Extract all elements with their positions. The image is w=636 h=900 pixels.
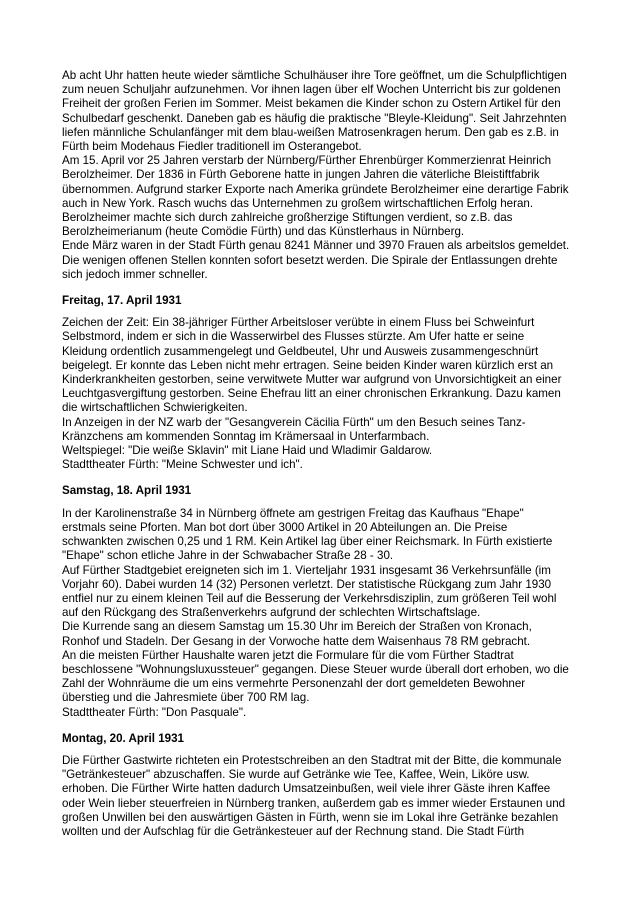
text-line: "Getränkesteuer" abzuschaffen. Sie wurde auf Getränke wie Tee, Kaffee, Wein, Liköre usw.: [62, 768, 530, 782]
text-line: Vorjahr 60). Dabei wurden 14 (32) Personen verletzt. Der statistische Rückgang zum Jahr 1930: [62, 577, 552, 591]
text-line: Zeichen der Zeit: Ein 38-jähriger Fürther Arbeitsloser verübte in einem Fluss bei Schweinfurt: [62, 316, 535, 330]
text-line: Schulbedarf geschenkt. Daneben gab es häufig die praktische "Bleyle-Kleidung". Seit Jahrzehnten: [62, 111, 567, 125]
text-line: Kränzchens am kommenden Sonntag im Krämersaal in Unterfarmbach.: [62, 429, 430, 443]
text-line: Berolzheimerianum (heute Comödie Fürth) und das Künstlerhaus in Nürnberg.: [62, 225, 465, 239]
text-line: beigelegt. Er konnte das Leben nicht mehr ertragen. Seine beiden Kinder waren kürzlich erst an: [62, 358, 554, 372]
section-body-samstag: [62, 507, 582, 720]
text-line: zum neuen Schuljahr aufzunehmen. Vor ihnen lagen über elf Wochen Unterricht bis zur goldenen: [62, 83, 561, 97]
text-line: beschlossene "Wohnungsluxussteuer" gegangen. Diese Steuer wurde überall dort erhoben, wo die: [62, 662, 569, 676]
text-line: oder Wein lieber steuerfreien in Nürnberg tranken, außerdem gab es immer wieder Erstaunen und: [62, 796, 566, 810]
text-line: Die wenigen offenen Stellen konnten sofort besetzt werden. Die Spirale der Entlassungen drehte: [62, 253, 558, 267]
text-line: überstieg und die Jahresmiete über 700 RM lag.: [62, 691, 310, 705]
text-line: entfiel nur zu einem kleinen Teil auf die Besserung der Verkehrsdisziplin, zum größeren Teil wohl: [62, 591, 557, 605]
text-line: auf den Rückgang des Straßenverkehrs aufgrund der schlechten Wirtschaftslage.: [62, 606, 481, 620]
text-line: die wirtschaftlichen Schwierigkeiten.: [62, 401, 248, 415]
text-line: Ronhof und Stadeln. Der Gesang in der Vorwoche hatte dem Waisenhaus 78 RM gebracht.: [62, 634, 531, 648]
text-line: Stadttheater Fürth: "Meine Schwester und ich".: [62, 458, 303, 472]
text-line: großen Unwillen bei den auswärtigen Gästen in Fürth, wenn sie im Lokal ihre Getränke bezahlen: [62, 810, 559, 824]
text-line: An die meisten Fürther Haushalte waren jetzt die Formulare für die vom Fürther Stadtrat: [62, 648, 514, 662]
text-line: Ab acht Uhr hatten heute wieder sämtliche Schulhäuser ihre Tore geöffnet, um die Schulpflichtigen: [62, 69, 567, 82]
section-heading-samstag: Samstag, 18. April 1931: [62, 484, 192, 498]
text-line: Kinderkrankheiten gestorben, seine verwitwete Mutter war aufgrund von Unvorsichtigkeit an einer: [62, 373, 562, 387]
text-line: schwankten zwischen 0,25 und 1 RM. Kein Artikel lag über einer Reichsmark. In Fürth existierte: [62, 535, 553, 549]
text-line: auch in New York. Rasch wuchs das Unternehmen zu großem wirtschaftlichen Erfolg heran.: [62, 196, 534, 210]
text-line: In der Karolinenstraße 34 in Nürnberg öffnete am gestrigen Freitag das Kaufhaus "Ehape": [62, 506, 524, 520]
text-line: Leuchtgasvergiftung gestorben. Seine Ehefrau litt an einer chronischen Erkrankung. Dazu kamen: [62, 387, 561, 401]
text-line: wollten und der Aufschlag für die Getränkesteuer auf der Rechnung stand. Die Stadt Fürth: [62, 824, 525, 838]
text-line: Die Fürther Gastwirte richteten ein Protestschreiben an den Stadtrat mit der Bitte, die kommunale: [62, 753, 562, 767]
text-line: Die Kurrende sang an diesem Samstag um 15.30 Uhr im Bereich der Straßen von Kronach,: [62, 620, 532, 634]
text-line: Freiheit der großen Ferien im Sommer. Meist bekamen die Kinder schon zu Ostern Artikel für den: [62, 97, 561, 111]
section-body-montag: [62, 754, 582, 839]
section-body-freitag: [62, 316, 582, 472]
section-heading-freitag: Freitag, 17. April 1931: [62, 294, 182, 308]
text-line: erhoben. Die Fürther Wirte hatten dadurch Umsatzeinbußen, weil viele ihrer Gäste ihren Kaffee: [62, 782, 551, 796]
text-line: Auf Fürther Stadtgebiet ereigneten sich im 1. Vierteljahr 1931 insgesamt 36 Verkehrsunfälle (im: [62, 563, 551, 577]
text-line: Weltspiegel: "Die weiße Sklavin" mit Liane Haid und Wladimir Galdarow.: [62, 444, 433, 458]
text-line: Stadttheater Fürth: "Don Pasquale".: [62, 705, 247, 719]
text-line: Berolzheimer. Der 1836 in Fürth Geborene hatte in jungen Jahren die väterliche Bleistiftfabrik: [62, 168, 540, 182]
text-line: sich jedoch immer schneller.: [62, 267, 208, 281]
text-line: In Anzeigen in der NZ warb der "Gesangverein Cäcilia Fürth" um den Besuch seines Tanz-: [62, 415, 526, 429]
text-line: Berolzheimer machte sich durch zahlreiche großherzige Stiftungen verdient, so z.B. das: [62, 211, 513, 225]
text-line: Zahl der Wohnräume die um eins vermehrte Personenzahl der dort gemeldeten Bewohner: [62, 677, 526, 691]
text-line: liefen männliche Schulanfänger mit dem blau-weißen Matrosenkragen herum. Den gab es z.B. in: [62, 125, 559, 139]
text-line: "Ehape" schon etliche Jahre in der Schwabacher Straße 28 - 30.: [62, 549, 394, 563]
text-line: erstmals seine Pforten. Man bot dort über 3000 Artikel in 20 Abteilungen an. Die Preise: [62, 520, 508, 534]
text-line: Kleidung ordentlich zusammengelegt und Geldbeutel, Uhr und Ausweis zusammengeschnürt: [62, 344, 539, 358]
text-line: Fürth beim Modehaus Fiedler traditionell im Osterangebot.: [62, 140, 362, 154]
section-heading-montag: Montag, 20. April 1931: [62, 731, 184, 745]
text-line: Selbstmord, indem er sich in die Wasserwirbel des Flusses stürzte. Am Ufer hatte er seine: [62, 330, 525, 344]
document-page: [62, 69, 582, 839]
text-line: Am 15. April vor 25 Jahren verstarb der Nürnberg/Fürther Ehrenbürger Kommerzienrat Heinrich: [62, 154, 552, 168]
text-line: übernommen. Aufgrund starker Exporte nach Amerika gründete Berolzheimer eine derartige Fabrik: [62, 182, 569, 196]
text-line: Ende März waren in der Stadt Fürth genau 8241 Männer und 3970 Frauen als arbeitslos gemeldet.: [62, 239, 570, 253]
intro-paragraphs: [62, 69, 582, 282]
